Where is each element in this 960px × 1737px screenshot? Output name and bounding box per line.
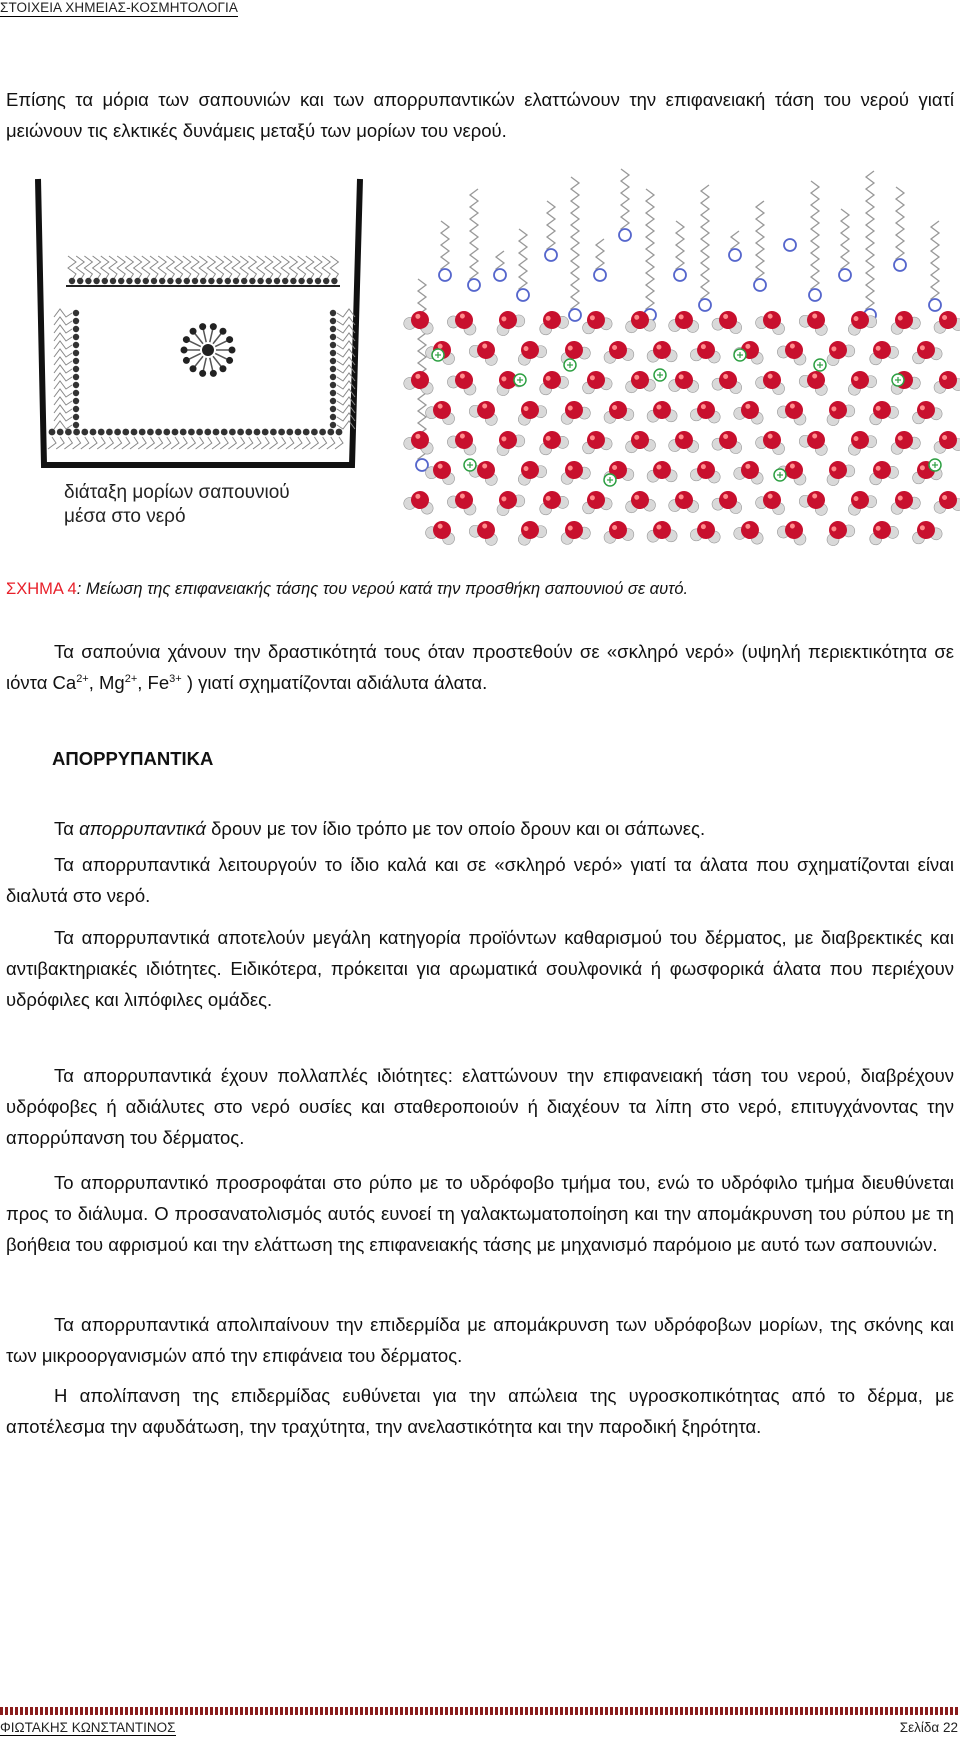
surface-soap-head: [298, 278, 304, 284]
left-wall-soap-tail: [54, 309, 72, 317]
bottom-soap-head: [295, 429, 302, 436]
surface-soap-tail: [240, 256, 248, 280]
bottom-soap-tail: [261, 437, 269, 449]
surface-soap-tail: [281, 256, 289, 280]
bottom-soap-head: [180, 429, 187, 436]
figure-caption: [6, 580, 688, 599]
surface-soap-tail: [330, 256, 338, 280]
p1-emphasis: απορρυπαντικά: [79, 818, 206, 839]
bottom-soap-head: [311, 429, 318, 436]
left-wall-soap-head: [73, 390, 79, 396]
bottom-soap-head: [188, 429, 195, 436]
surface-soap-tail: [298, 256, 306, 280]
surface-soap-head: [274, 278, 280, 284]
bottom-soap-tail: [56, 437, 64, 449]
surface-soap-head: [331, 278, 337, 284]
right-wall-soap-head: [330, 382, 336, 388]
surface-soap-head: [323, 278, 329, 284]
bottom-soap-head: [303, 429, 310, 436]
surface-soap-tail: [191, 256, 199, 280]
ca-charge: 2+: [76, 673, 89, 686]
micelle-head: [183, 336, 190, 343]
surface-soap-tail: [117, 256, 125, 280]
bottom-soap-head: [254, 429, 261, 436]
right-wall-soap-tail: [337, 317, 355, 325]
surface-soap-head: [69, 278, 75, 284]
bottom-soap-tail: [105, 437, 113, 449]
soap-head: [468, 279, 480, 291]
right-wall-soap-head: [330, 342, 336, 348]
bottom-soap-tail: [237, 437, 245, 449]
bottom-soap-head: [204, 429, 211, 436]
bottom-soap-head: [155, 429, 162, 436]
surface-soap-tail: [216, 256, 224, 280]
left-wall-soap-tail: [54, 341, 72, 349]
surface-soap-head: [241, 278, 247, 284]
micelle-head: [183, 357, 190, 364]
surface-soap-head: [134, 278, 140, 284]
soap-head: [416, 459, 428, 471]
bottom-soap-head: [237, 429, 244, 436]
right-wall-soap-head: [330, 374, 336, 380]
micelle-head: [219, 365, 226, 372]
bottom-soap-tail: [130, 437, 138, 449]
surface-soap-head: [159, 278, 165, 284]
hard-water-text-4: ) γιατί σχηματίζονται αδιάλυτα άλατα.: [181, 672, 488, 694]
surface-soap-tail: [109, 256, 117, 280]
right-wall-soap-head: [330, 310, 336, 316]
detergents-paragraph-6: Τα απορρυπαντικά απολιπαίνουν την επιδερμίδα με απομάκρυνση των υδρόφοβων μορίων, της σκόνης και των μικροοργανισμών από την επιφάνεια του δέρματος.: [6, 1314, 954, 1367]
bottom-soap-tail: [310, 437, 318, 449]
bottom-soap-tail: [294, 437, 302, 449]
left-wall-soap-tail: [54, 333, 72, 341]
bottom-soap-head: [139, 429, 146, 436]
surface-soap-head: [233, 278, 239, 284]
detergents-paragraph-2: Τα απορρυπαντικά λειτουργούν το ίδιο καλά και σε «σκληρό νερό» γιατί τα άλατα που σχηματίζονται είναι διαλυτά στο νερό.: [6, 854, 954, 907]
bottom-soap-tail: [81, 437, 89, 449]
surface-soap-tail: [134, 256, 142, 280]
soap-head: [839, 269, 851, 281]
bottom-soap-head: [65, 429, 72, 436]
surface-soap-tail: [257, 256, 265, 280]
left-wall-soap-tail: [54, 357, 72, 365]
bottom-soap-tail: [220, 437, 228, 449]
bottom-soap-head: [278, 429, 285, 436]
p1-rest: δρουν με τον ίδιο τρόπο με τον οποίο δρουν και οι σάπωνες.: [205, 818, 706, 839]
bottom-soap-tail: [48, 437, 56, 449]
right-wall-soap-head: [330, 366, 336, 372]
beaker-diagram: [38, 179, 360, 465]
right-wall-soap-tail: [337, 333, 355, 341]
micelle-head: [199, 370, 206, 377]
soap-head: [809, 289, 821, 301]
intro-paragraph: Επίσης τα μόρια των σαπουνιών και των απορρυπαντικών ελαττώνουν την επιφανειακή τάση του νερού γιατί μειώνουν τις ελκτικές δυνάμεις μεταξύ των μορίων του νερού.: [6, 89, 954, 142]
surface-soap-head: [118, 278, 124, 284]
bottom-soap-tail: [64, 437, 72, 449]
surface-soap-head: [249, 278, 255, 284]
bottom-soap-tail: [73, 437, 81, 449]
surface-soap-head: [85, 278, 91, 284]
surface-soap-head: [225, 278, 231, 284]
right-wall-soap-head: [330, 422, 336, 428]
right-wall-soap-head: [330, 318, 336, 324]
micelle-head: [210, 323, 217, 330]
bottom-soap-head: [98, 429, 105, 436]
footer-author: ΦΙΩΤΑΚΗΣ ΚΩΝΣΤΑΝΤΙΝΟΣ: [0, 1720, 176, 1735]
surface-soap-head: [307, 278, 313, 284]
surface-soap-tail: [84, 256, 92, 280]
soap-head: [619, 229, 631, 241]
soap-tail: [547, 201, 555, 255]
bottom-soap-head: [90, 429, 97, 436]
soap-head: [594, 269, 606, 281]
surface-soap-head: [315, 278, 321, 284]
bottom-soap-tail: [187, 437, 195, 449]
bottom-soap-tail: [302, 437, 310, 449]
surface-soap-head: [184, 278, 190, 284]
surface-soap-tail: [175, 256, 183, 280]
micelle-head: [181, 347, 188, 354]
bottom-soap-tail: [114, 437, 122, 449]
surface-soap-head: [77, 278, 83, 284]
detergents-paragraph-4: Τα απορρυπαντικά έχουν πολλαπλές ιδιότητες: ελαττώνουν την επιφανειακή τάση του νερού, διαβρέχουν υδρόφοβες ή αδιάλυτες στο νερό ουσίες και σταθεροποιούν ή διαχέουν τα λίπη στο νερό, επιτυγχάνοντας την απορρύπανση του δέρματος.: [6, 1065, 954, 1149]
bottom-soap-head: [147, 429, 154, 436]
surface-soap-tail: [322, 256, 330, 280]
left-wall-soap-tail: [54, 381, 72, 389]
hard-water-text-1: Τα σαπούνια χάνουν την δραστικότητά τους όταν προστεθούν σε «σκληρό νερό» (υψηλή περιεκτικότητα σε ιόντα Ca: [6, 641, 954, 694]
surface-soap-head: [282, 278, 288, 284]
bottom-soap-tail: [196, 437, 204, 449]
surface-soap-tail: [314, 256, 322, 280]
left-wall-soap-head: [73, 342, 79, 348]
right-wall-soap-tail: [337, 309, 355, 317]
soap-tail: [896, 187, 904, 265]
left-wall-soap-head: [73, 318, 79, 324]
surface-soap-tail: [93, 256, 101, 280]
left-wall-soap-head: [73, 382, 79, 388]
bottom-soap-tail: [278, 437, 286, 449]
right-wall-soap-head: [330, 326, 336, 332]
surface-soap-tail: [265, 256, 273, 280]
bottom-soap-head: [131, 429, 138, 436]
left-wall-soap-tail: [54, 317, 72, 325]
left-wall-soap-tail: [54, 373, 72, 381]
surface-soap-head: [151, 278, 157, 284]
micelle-head: [219, 328, 226, 335]
right-wall-soap-head: [330, 358, 336, 364]
bottom-soap-head: [229, 429, 236, 436]
bottom-soap-tail: [245, 437, 253, 449]
micelle-head: [199, 323, 206, 330]
bottom-soap-tail: [155, 437, 163, 449]
bottom-soap-tail: [228, 437, 236, 449]
surface-soap-tail: [76, 256, 84, 280]
left-wall-soap-tail: [54, 325, 72, 333]
surface-soap-tail: [289, 256, 297, 280]
bottom-soap-head: [106, 429, 113, 436]
surface-soap-tail: [306, 256, 314, 280]
beaker-label: [64, 481, 290, 529]
bottom-soap-tail: [204, 437, 212, 449]
left-wall-soap-tail: [54, 365, 72, 373]
bottom-soap-head: [49, 429, 56, 436]
bottom-soap-head: [196, 429, 203, 436]
surface-soap-tail: [68, 256, 76, 280]
bottom-soap-head: [163, 429, 170, 436]
surface-soap-head: [110, 278, 116, 284]
left-wall-soap-head: [73, 414, 79, 420]
surface-soap-head: [208, 278, 214, 284]
surface-soap-head: [257, 278, 263, 284]
left-wall-soap-head: [73, 350, 79, 356]
micelle-head: [226, 357, 233, 364]
bottom-soap-tail: [179, 437, 187, 449]
surface-soap-tail: [166, 256, 174, 280]
surface-soap-head: [102, 278, 108, 284]
water-molecules-diagram: [402, 169, 960, 550]
hard-water-text-2: , Mg: [88, 672, 125, 694]
soap-head: [439, 269, 451, 281]
running-header: ΣΤΟΙΧΕΙΑ ΧΗΜΕΙΑΣ-ΚΟΣΜΗΤΟΛΟΓΙΑ: [0, 0, 238, 15]
detergents-paragraph-3: Τα απορρυπαντικά αποτελούν μεγάλη κατηγορία προϊόντων καθαρισμού του δέρματος, με διαβρεκτικές και αντιβακτηριακές ιδιότητες. Ειδικότερα, πρόκειται για αρωματικά σουλφονικά ή φωσφορικά άλατα που περιέχουν υδρόφιλες και λιπόφιλες ομάδες.: [6, 927, 954, 1011]
detergents-paragraph-7: Η απολίπανση της επιδερμίδας ευθύνεται για την απώλεια της υγροσκοπικότητας από το δέρμα, με αποτέλεσμα την αφυδάτωση, την τραχύτητα, την ανελαστικότητα και την παροδική ξηρότητα.: [6, 1385, 954, 1438]
soap-head: [894, 259, 906, 271]
bottom-soap-tail: [138, 437, 146, 449]
micelle-head: [190, 365, 197, 372]
right-wall-soap-head: [330, 390, 336, 396]
bottom-soap-tail: [253, 437, 261, 449]
bottom-soap-head: [122, 429, 129, 436]
right-wall-soap-head: [330, 398, 336, 404]
surface-soap-tail: [273, 256, 281, 280]
right-wall-soap-head: [330, 350, 336, 356]
bottom-soap-tail: [89, 437, 97, 449]
soap-head: [729, 249, 741, 261]
surface-soap-tail: [101, 256, 109, 280]
micelle-head: [226, 336, 233, 343]
surface-soap-head: [143, 278, 149, 284]
detergents-paragraph-1: [6, 813, 954, 844]
soap-head: [699, 299, 711, 311]
left-wall-soap-head: [73, 310, 79, 316]
micelle-head: [210, 370, 217, 377]
beaker-label-line1: διάταξη μορίων σαπουνιού: [64, 482, 290, 503]
surface-soap-tail: [199, 256, 207, 280]
micelle-core: [202, 344, 214, 356]
surface-soap-tail: [224, 256, 232, 280]
soap-head: [517, 289, 529, 301]
bottom-soap-tail: [335, 437, 343, 449]
soap-head: [784, 239, 796, 251]
bottom-soap-tail: [319, 437, 327, 449]
beaker-label-line2: μέσα στο νερό: [64, 506, 186, 527]
bottom-soap-tail: [327, 437, 335, 449]
surface-soap-head: [200, 278, 206, 284]
left-wall-soap-head: [73, 334, 79, 340]
section-heading: ΑΠΟΡΡΥΠΑΝΤΙΚΑ: [52, 748, 214, 769]
soap-head: [754, 279, 766, 291]
fe-charge: 3+: [169, 673, 182, 686]
soap-tail: [621, 169, 629, 235]
detergents-paragraph-5: Το απορρυπαντικό προσροφάται στο ρύπο με το υδρόφοβο τμήμα του, ενώ το υδρόφιλο τμήμα διευθύνεται προς το διάλυμα. Ο προσανατολισμός αυτός ευνοεί τη γαλακτωματοποίηση και την απομάκρυνση του ρύπου με τη βοήθεια του αφρισμού και την ελάττωση της επιφανειακής τάσης με μηχανισμό παρόμοιο με αυτό των σαπουνιών.: [6, 1172, 954, 1256]
left-wall-soap-tail: [54, 413, 72, 421]
bottom-soap-head: [81, 429, 88, 436]
bottom-soap-head: [319, 429, 326, 436]
surface-soap-head: [175, 278, 181, 284]
right-wall-soap-tail: [337, 325, 355, 333]
mg-charge: 2+: [124, 673, 138, 686]
bottom-soap-tail: [286, 437, 294, 449]
soap-head: [674, 269, 686, 281]
left-wall-soap-tail: [54, 405, 72, 413]
left-wall-soap-tail: [54, 397, 72, 405]
beaker-outline: [38, 179, 360, 465]
bottom-soap-head: [213, 429, 220, 436]
bottom-soap-tail: [212, 437, 220, 449]
micelle-head: [229, 347, 236, 354]
bottom-soap-head: [114, 429, 121, 436]
surface-soap-tail: [158, 256, 166, 280]
left-wall-soap-head: [73, 398, 79, 404]
left-wall-soap-head: [73, 366, 79, 372]
footer-page-number: Σελίδα 22: [899, 1720, 958, 1735]
micelle-head: [190, 328, 197, 335]
surface-soap-head: [290, 278, 296, 284]
surface-soap-tail: [232, 256, 240, 280]
bottom-soap-tail: [171, 437, 179, 449]
bottom-soap-tail: [122, 437, 130, 449]
bottom-soap-tail: [163, 437, 171, 449]
bottom-soap-head: [172, 429, 179, 436]
surface-tension-figure: [0, 165, 960, 555]
soap-head: [494, 269, 506, 281]
right-wall-soap-head: [330, 406, 336, 412]
figure-number: ΣΧΗΜΑ 4: [6, 580, 77, 598]
surface-soap-head: [167, 278, 173, 284]
left-wall-soap-tail: [54, 349, 72, 357]
left-wall-soap-tail: [54, 421, 72, 429]
bottom-soap-tail: [97, 437, 105, 449]
hard-water-paragraph: [6, 636, 954, 698]
footer-rule: [0, 1707, 960, 1715]
surface-soap-tail: [142, 256, 150, 280]
left-wall-soap-head: [73, 358, 79, 364]
soap-head: [545, 249, 557, 261]
surface-soap-tail: [248, 256, 256, 280]
bottom-soap-tail: [269, 437, 277, 449]
left-wall-soap-head: [73, 374, 79, 380]
bottom-soap-head: [245, 429, 252, 436]
bottom-soap-tail: [146, 437, 154, 449]
surface-soap-head: [192, 278, 198, 284]
right-wall-soap-head: [330, 334, 336, 340]
bottom-soap-head: [73, 429, 80, 436]
bottom-soap-head: [270, 429, 277, 436]
bottom-soap-head: [336, 429, 343, 436]
surface-soap-head: [216, 278, 222, 284]
soap-head: [929, 299, 941, 311]
surface-soap-tail: [207, 256, 215, 280]
left-wall-soap-head: [73, 422, 79, 428]
bottom-soap-head: [286, 429, 293, 436]
surface-soap-head: [126, 278, 132, 284]
bottom-soap-head: [221, 429, 228, 436]
bottom-soap-head: [262, 429, 269, 436]
bottom-soap-head: [327, 429, 334, 436]
surface-soap-tail: [183, 256, 191, 280]
surface-soap-head: [266, 278, 272, 284]
surface-soap-head: [93, 278, 99, 284]
surface-soap-tail: [125, 256, 133, 280]
left-wall-soap-tail: [54, 389, 72, 397]
p1-lead: Τα: [54, 818, 80, 839]
soap-head: [569, 309, 581, 321]
left-wall-soap-head: [73, 406, 79, 412]
hard-water-text-3: , Fe: [137, 672, 170, 694]
figure-caption-text: : Μείωση της επιφανειακής τάσης του νερού κατά την προσθήκη σαπουνιού σε αυτό.: [76, 580, 689, 598]
surface-soap-tail: [150, 256, 158, 280]
right-wall-soap-head: [330, 414, 336, 420]
bottom-soap-head: [57, 429, 64, 436]
left-wall-soap-head: [73, 326, 79, 332]
